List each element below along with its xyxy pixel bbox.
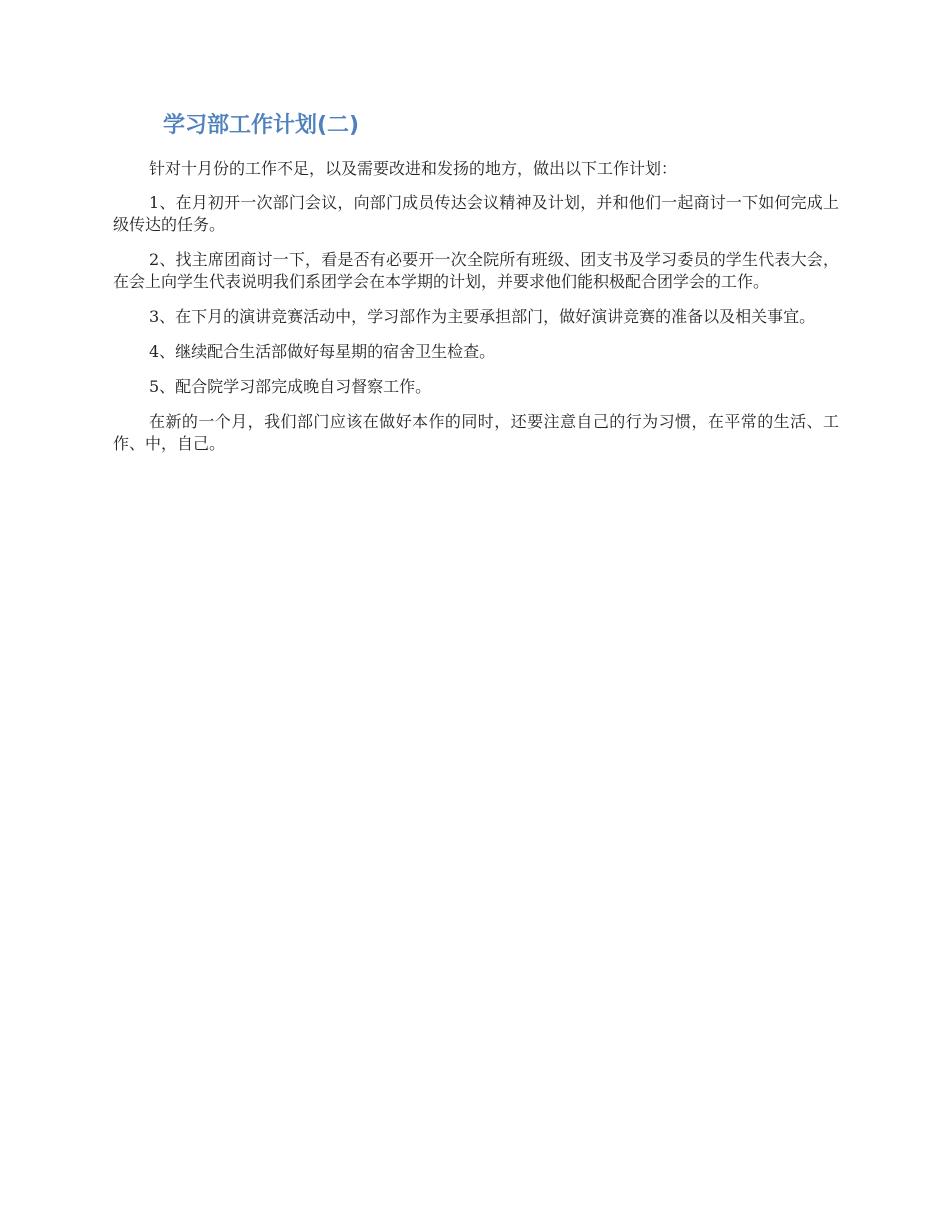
plan-item-4: 4、继续配合生活部做好每星期的宿舍卫生检查。 xyxy=(149,342,496,361)
plan-item-3: 3、在下月的演讲竞赛活动中，学习部作为主要承担部门，做好演讲竞赛的准备以及相关事宜。 xyxy=(149,307,816,326)
closing-paragraph: 在新的一个月，我们部门应该在做好本作的同时，还要注意自己的行为习惯，在平常的生活、工作、中，自己。 xyxy=(113,412,839,453)
document-body xyxy=(113,108,839,468)
plan-item-2: 2、找主席团商讨一下，看是否有必要开一次全院所有班级、团支书及学习委员的学生代表大会，在会上向学生代表说明我们系团学会在本学期的计划，并要求他们能积极配合团学会的工作。 xyxy=(113,250,839,291)
plan-item-5: 5、配合院学习部完成晚自习督察工作。 xyxy=(149,377,432,396)
intro-paragraph: 针对十月份的工作不足，以及需要改进和发扬的地方，做出以下工作计划： xyxy=(149,159,678,178)
document-title: 学习部工作计划(二) xyxy=(163,113,360,138)
plan-item-1: 1、在月初开一次部门会议，向部门成员传达会议精神及计划，并和他们一起商讨一下如何完成上级传达的任务。 xyxy=(113,193,839,234)
